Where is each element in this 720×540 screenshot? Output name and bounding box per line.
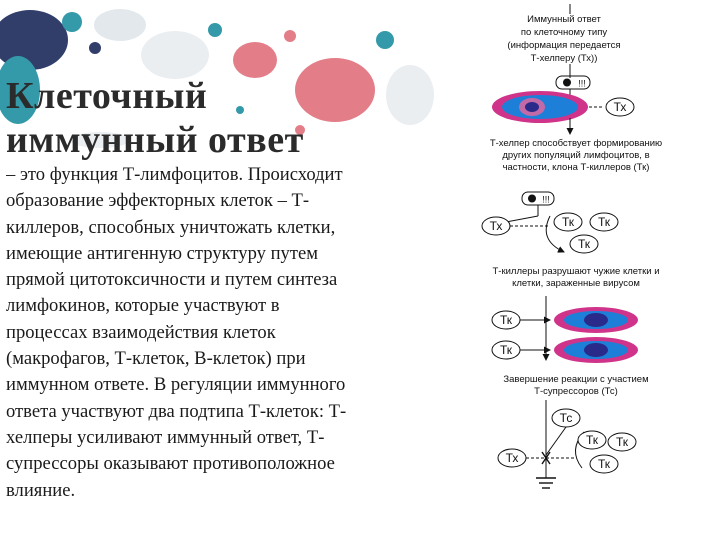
killer-cell <box>492 311 520 329</box>
body-line: киллеров, способных уничтожать клетки, <box>6 216 336 238</box>
killer-cell <box>492 341 520 359</box>
caption-line: других популяций лимфоцитов, в <box>502 150 650 161</box>
helper-label: Тх <box>613 100 627 114</box>
killer-cell <box>590 213 618 231</box>
killer-label: Тк <box>577 237 591 251</box>
target-cell <box>554 307 638 333</box>
caption-line: клетки, зараженные вирусом <box>512 278 640 289</box>
killer-label: Тк <box>561 215 575 229</box>
body-line: хелперы усиливают иммунный ответ, Т- <box>6 426 325 448</box>
body-line: процессах взаимодействия клеток <box>6 321 276 343</box>
killer-cell <box>590 455 618 473</box>
suppressor-label: Тс <box>559 411 573 425</box>
step3-caption <box>492 266 659 289</box>
caption-line: Т-супрессоров (Тс) <box>534 386 618 397</box>
body-line: лимфокинов, которые участвуют в <box>6 295 280 317</box>
caption-line: частности, клона Т-киллеров (Тк) <box>502 162 650 173</box>
killer-label: Тк <box>597 457 611 471</box>
title-line-1: Клеточный <box>6 75 208 117</box>
killer-cell <box>578 431 606 449</box>
caption-line: Завершение реакции с участием <box>503 374 649 385</box>
heading-line: Т-хелперу (Тх)) <box>530 53 598 64</box>
body-line: – это функция Т-лимфоцитов. Происходит <box>6 164 343 185</box>
killer-label: Тк <box>499 313 513 327</box>
antigen-marker <box>522 192 554 205</box>
killer-cell <box>554 213 582 231</box>
diagram-heading <box>507 14 620 64</box>
helper-cell <box>606 98 634 116</box>
antigen-marks: !!! <box>578 78 586 89</box>
target-cell <box>554 337 638 363</box>
helper-label: Тх <box>489 219 503 233</box>
helper-cell <box>498 449 526 467</box>
body-line: супрессоры оказывают противоположное <box>6 453 335 475</box>
caption-line: Т-хелпер способствует формированию <box>489 138 663 149</box>
body-line: прямой цитотоксичности и путем синтеза <box>6 269 338 291</box>
heading-line: Иммунный ответ <box>527 14 601 25</box>
killer-cell <box>608 433 636 451</box>
slide-title <box>6 74 304 162</box>
macrophage-cell <box>492 91 588 123</box>
body-line: (макрофагов, Т-клеток, В-клеток) при <box>6 348 306 370</box>
caption-line: Т-киллеры разрушают чужие клетки и <box>492 266 660 277</box>
helper-label: Тх <box>505 451 519 465</box>
ground-icon <box>536 478 556 488</box>
killer-cell <box>570 235 598 253</box>
helper-cell <box>482 217 510 235</box>
heading-line: по клеточному типу <box>520 27 608 38</box>
body-line: имеющие антигенную структуру путем <box>6 242 318 264</box>
suppressor-cell <box>552 409 580 427</box>
antigen-marks: !!! <box>542 194 550 205</box>
heading-line: (информация передается <box>507 40 621 51</box>
killer-label: Тк <box>499 343 513 357</box>
body-line: образование эффекторных клеток – Т- <box>6 190 310 212</box>
body-line: иммунном ответе. В регуляции иммунного <box>6 374 346 396</box>
body-line: ответа участвуют два подтипа Т-клеток: Т- <box>6 400 347 422</box>
title-line-2: иммунный ответ <box>6 119 304 161</box>
step4-caption <box>503 374 648 397</box>
step2-caption <box>490 138 662 173</box>
body-line: влияние. <box>6 479 76 501</box>
killer-label: Тк <box>585 433 599 447</box>
antigen-marker <box>556 76 590 89</box>
cellular-immune-response-diagram <box>446 0 720 540</box>
killer-label: Тк <box>597 215 611 229</box>
slide-body-text <box>6 162 442 504</box>
killer-label: Тк <box>615 435 629 449</box>
